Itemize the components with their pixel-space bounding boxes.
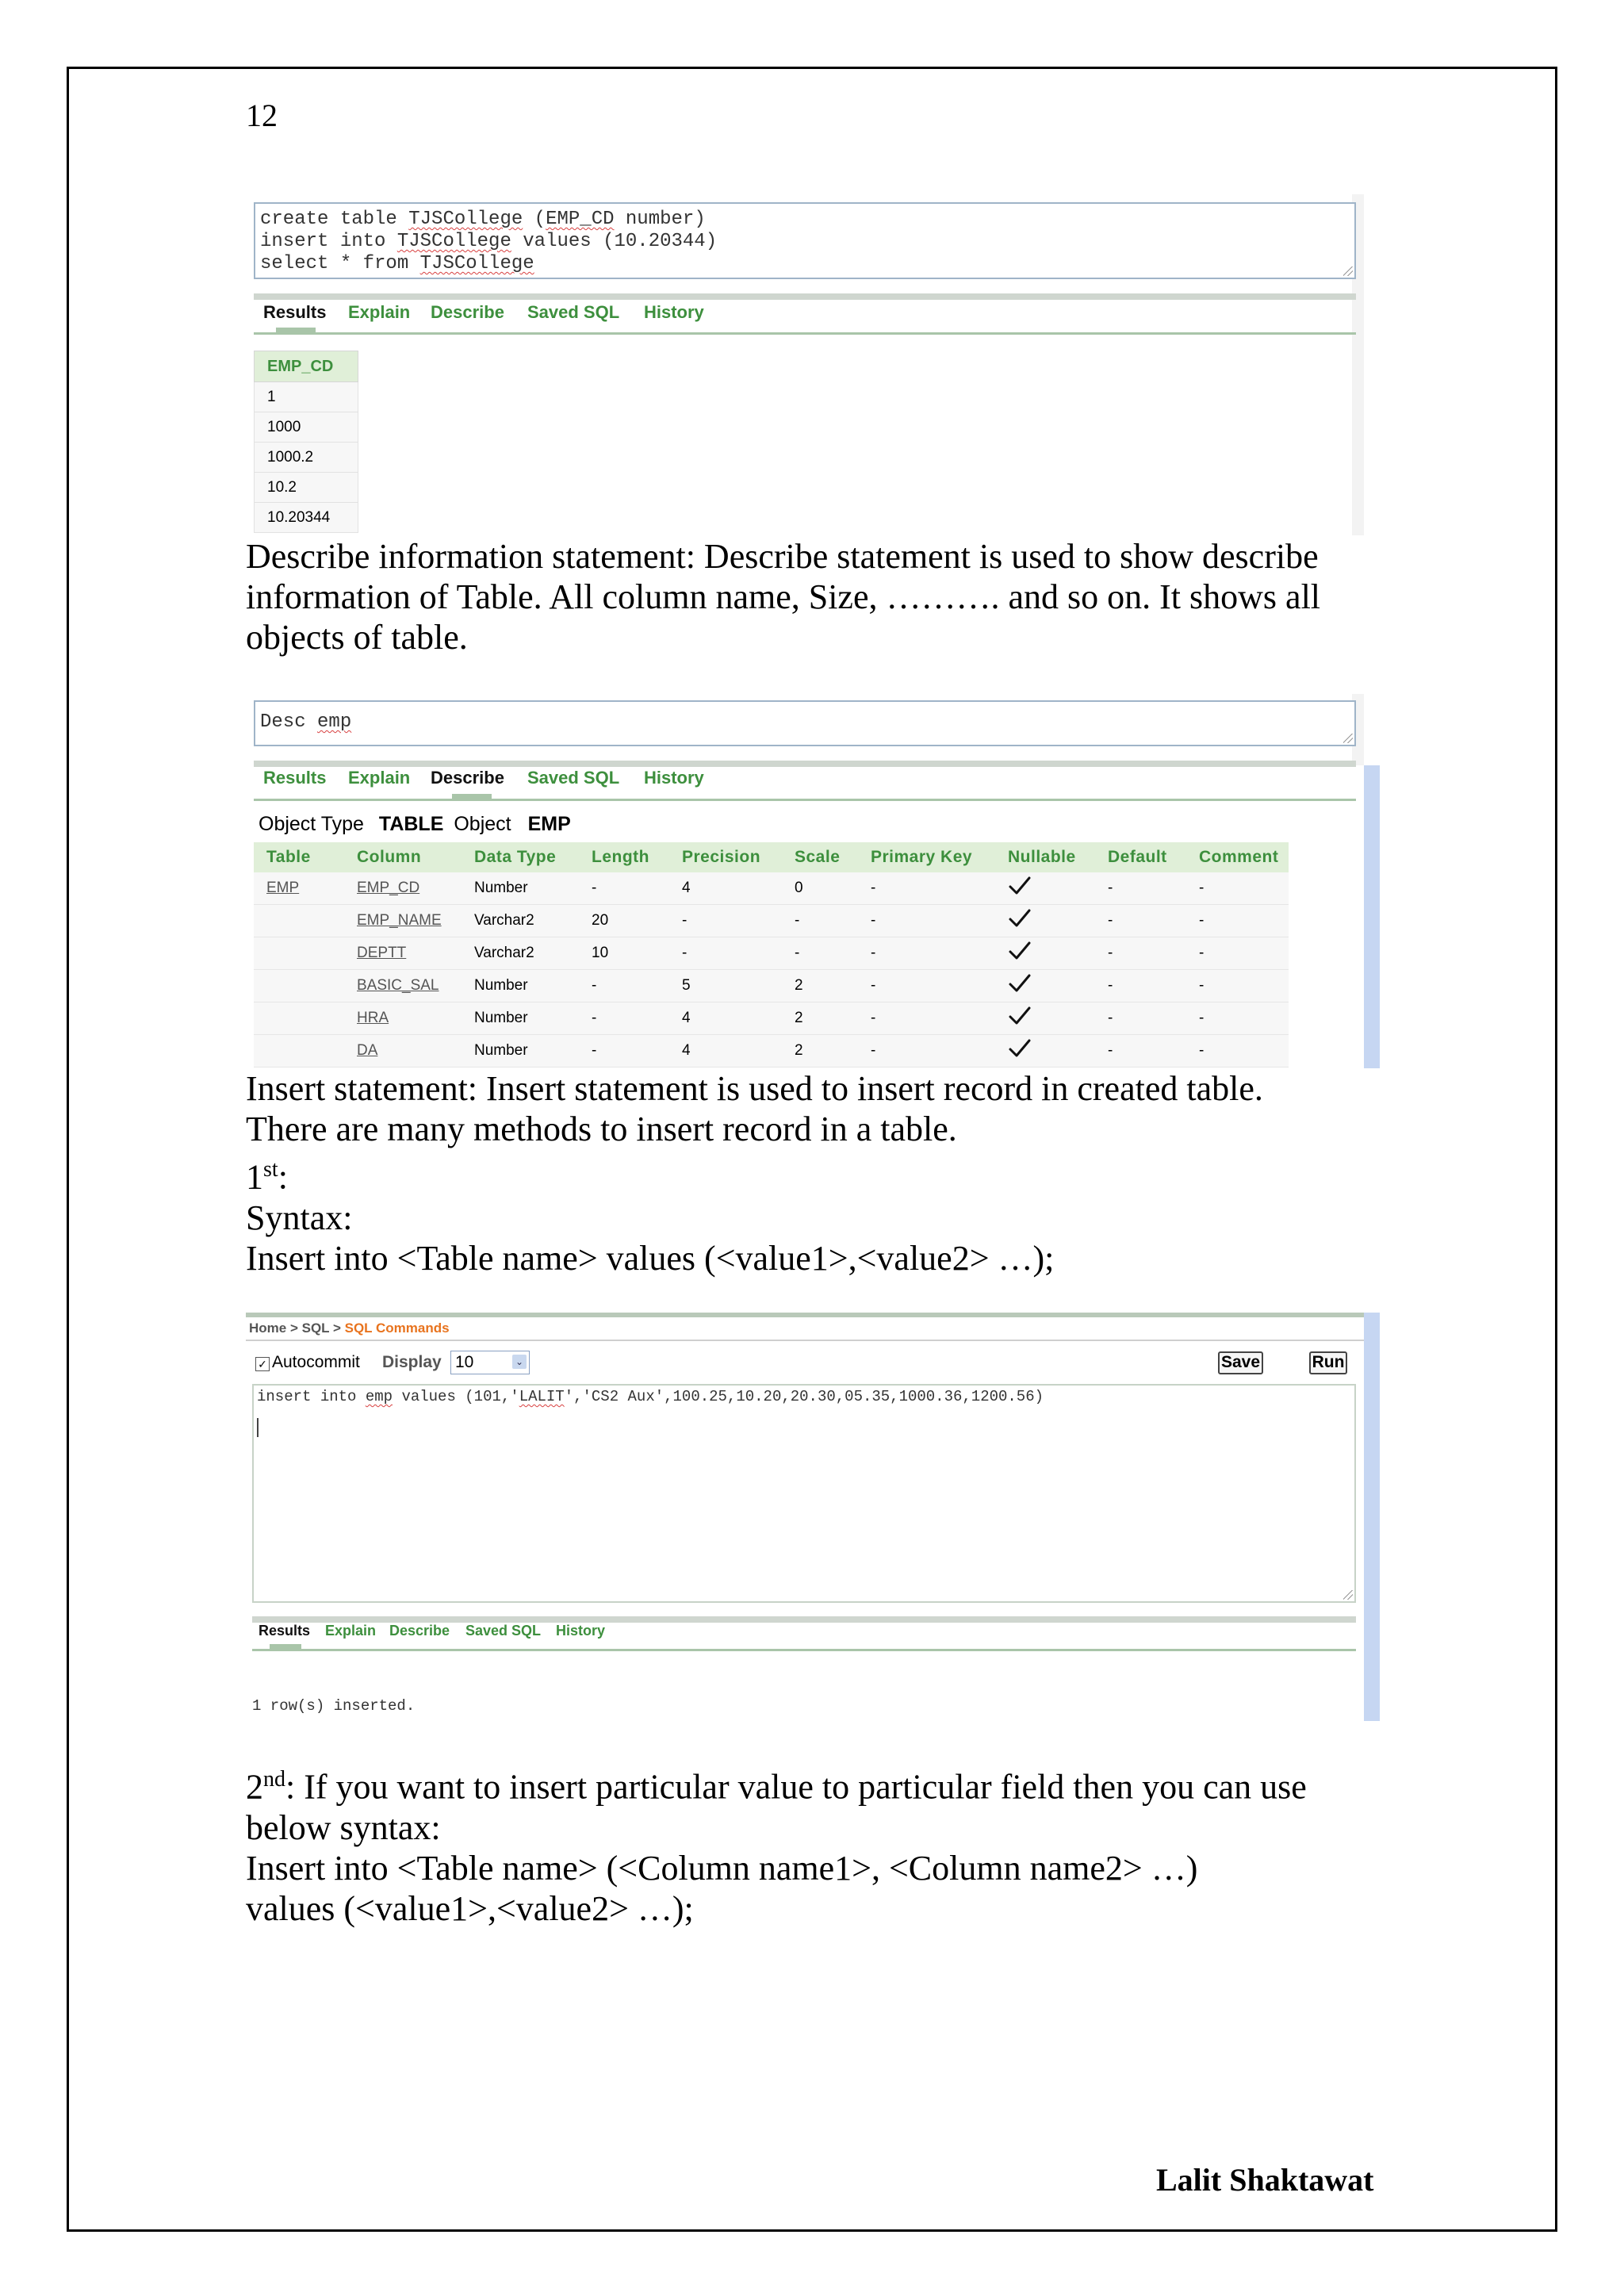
column-link[interactable]: DEPTT — [344, 937, 462, 970]
autocommit-checkbox[interactable]: ✓ — [255, 1357, 270, 1371]
cell: - — [669, 937, 782, 970]
page-number: 12 — [246, 98, 278, 133]
method-colon: : — [278, 1157, 288, 1197]
result-message: 1 row(s) inserted. — [252, 1697, 416, 1715]
table-link[interactable]: EMP — [254, 872, 344, 905]
cell: - — [1186, 970, 1289, 1002]
sql-1-col: EMP_CD — [546, 209, 615, 230]
cell: - — [579, 1002, 669, 1035]
tab-describe[interactable]: Describe — [389, 1623, 450, 1639]
screenshot-describe — [246, 694, 1380, 1068]
text-line: There are many methods to insert record in a table. — [246, 1110, 957, 1148]
tab-results[interactable]: Results — [259, 1623, 311, 1639]
display-value: 10 — [455, 1353, 474, 1371]
tab-explain[interactable]: Explain — [348, 768, 411, 788]
nullable-check-icon — [995, 970, 1095, 1002]
table-row — [254, 1035, 1289, 1068]
column-header: EMP_CD — [255, 351, 358, 382]
cell: - — [579, 1035, 669, 1068]
text-line: information of Table. All column name, Size, ………. and so on. It shows all — [246, 577, 1321, 616]
cell: 10 — [579, 937, 669, 970]
cell: - — [782, 937, 858, 970]
cell: - — [1095, 970, 1186, 1002]
sql-line-1: create table TJSCollege (EMP_CD number) — [260, 209, 706, 230]
tab-history[interactable]: History — [556, 1623, 606, 1639]
tab-explain[interactable]: Explain — [325, 1623, 377, 1639]
cell: 1000.2 — [255, 443, 358, 473]
cell: 2 — [782, 1035, 858, 1068]
cell: 2 — [782, 1002, 858, 1035]
cell: - — [858, 1035, 995, 1068]
cell: - — [1095, 872, 1186, 905]
resize-handle[interactable] — [1343, 734, 1353, 743]
cell: Number — [462, 872, 579, 905]
sql-line — [260, 711, 1350, 734]
cell: - — [858, 970, 995, 1002]
table-link[interactable] — [254, 1002, 344, 1035]
nullable-check-icon — [995, 1002, 1095, 1035]
tab-describe[interactable]: Describe — [431, 768, 504, 788]
cell: Number — [462, 1002, 579, 1035]
breadcrumb-home[interactable]: Home — [249, 1320, 287, 1336]
method-suffix: nd — [263, 1767, 285, 1792]
cell: - — [858, 1002, 995, 1035]
cell: - — [1186, 1035, 1289, 1068]
breadcrumb-sep: > — [286, 1320, 302, 1336]
table-row — [255, 473, 358, 503]
sql-text: insert into emp values (101,'LALIT','CS2 Aux',100.25,10.20,20.30,05.35,1000.36,1200.56) — [257, 1388, 1044, 1405]
cell: - — [858, 872, 995, 905]
object-info — [259, 813, 571, 836]
sql-2-table: TJSCollege — [396, 231, 511, 252]
breadcrumb — [249, 1320, 450, 1336]
screenshot-sql-commands — [246, 1313, 1380, 1721]
cell: 10.20344 — [255, 503, 358, 533]
column-header: Length — [579, 842, 669, 872]
cell: - — [1186, 1002, 1289, 1035]
column-header: Comment — [1186, 842, 1289, 872]
nullable-check-icon — [995, 872, 1095, 905]
autocommit-label: Autocommit — [272, 1353, 360, 1371]
table-row — [254, 872, 1289, 905]
text-line: Syntax: — [246, 1198, 353, 1237]
sql-text: Desc emp — [260, 711, 352, 733]
cell: 1 — [255, 382, 358, 412]
describe-paragraph — [246, 536, 1320, 657]
text-line: objects of table. — [246, 618, 468, 657]
column-link[interactable]: EMP_CD — [344, 872, 462, 905]
tab-history[interactable]: History — [644, 302, 704, 322]
cell: 4 — [669, 1002, 782, 1035]
tab-history[interactable]: History — [644, 768, 704, 788]
display-label: Display — [382, 1353, 442, 1371]
syntax-line: Insert into <Table name> values (<value1>,<value2> …); — [246, 1238, 1055, 1278]
table-link[interactable] — [254, 970, 344, 1002]
describe-header-row — [254, 842, 1289, 872]
breadcrumb-sep: > — [329, 1320, 345, 1336]
tab-strip — [254, 761, 1356, 767]
cell: - — [858, 905, 995, 937]
cell: - — [579, 970, 669, 1002]
method-suffix: st — [263, 1157, 278, 1182]
cell: - — [782, 905, 858, 937]
object-value: EMP — [527, 813, 571, 835]
column-header: Nullable — [995, 842, 1095, 872]
tab-describe[interactable]: Describe — [431, 302, 504, 322]
cell: Varchar2 — [462, 905, 579, 937]
text-rest: : If you want to insert particular value to particular field then you can use — [285, 1767, 1307, 1807]
column-link[interactable]: HRA — [344, 1002, 462, 1035]
scroll-bar[interactable] — [1364, 765, 1380, 1068]
save-button[interactable]: Save — [1218, 1351, 1263, 1374]
tab-strip — [252, 1616, 1356, 1623]
text-line — [246, 1759, 1307, 1807]
tab-strip — [254, 293, 1356, 300]
sql-editor[interactable] — [254, 700, 1356, 746]
table-link[interactable] — [254, 905, 344, 937]
tab-underline — [254, 332, 1356, 335]
insert-paragraph — [246, 1068, 1263, 1278]
tab-explain[interactable]: Explain — [348, 302, 411, 322]
resize-handle[interactable] — [1343, 266, 1353, 276]
text-line: Insert statement: Insert statement is used to insert record in created table. — [246, 1069, 1263, 1108]
cell: - — [669, 905, 782, 937]
column-header: Scale — [782, 842, 858, 872]
tab-saved-sql[interactable]: Saved SQL — [527, 768, 620, 788]
cell: Number — [462, 1035, 579, 1068]
cell: 10.2 — [255, 473, 358, 503]
chevron-down-icon: ⌄ — [512, 1355, 527, 1369]
tab-underline — [254, 799, 1356, 801]
tab-results[interactable]: Results — [263, 302, 327, 322]
cell: 4 — [669, 1035, 782, 1068]
column-header: Column — [344, 842, 462, 872]
scroll-bar[interactable] — [1364, 1313, 1380, 1721]
method-heading — [246, 1149, 1263, 1198]
cell: 2 — [782, 970, 858, 1002]
run-button[interactable]: Run — [1309, 1351, 1347, 1374]
breadcrumb-current: SQL Commands — [344, 1320, 450, 1336]
table-row — [255, 443, 358, 473]
second-method-paragraph — [246, 1759, 1307, 1929]
tab-saved-sql[interactable]: Saved SQL — [527, 302, 620, 322]
table-row — [255, 503, 358, 533]
method-number: 1 — [246, 1157, 263, 1197]
table-link[interactable] — [254, 1035, 344, 1068]
display-select[interactable] — [450, 1351, 530, 1374]
syntax-line: values (<value1>,<value2> …); — [246, 1888, 694, 1928]
sql-line-3: select * from TJSCollege — [260, 253, 534, 274]
column-header: Precision — [669, 842, 782, 872]
cell: - — [1186, 905, 1289, 937]
cell: 5 — [669, 970, 782, 1002]
object-label: Object — [454, 813, 511, 835]
breadcrumb-sql[interactable]: SQL — [301, 1320, 330, 1336]
text-line: below syntax: — [246, 1807, 441, 1847]
column-header: Data Type — [462, 842, 579, 872]
cell: - — [1095, 1002, 1186, 1035]
cell: - — [858, 937, 995, 970]
cell: - — [1186, 872, 1289, 905]
tab-saved-sql[interactable]: Saved SQL — [465, 1623, 542, 1639]
table-link[interactable] — [254, 937, 344, 970]
cell: Varchar2 — [462, 937, 579, 970]
cell: 4 — [669, 872, 782, 905]
sql-3-table: TJSCollege — [419, 253, 534, 274]
table-row — [255, 382, 358, 412]
table-row — [254, 937, 1289, 970]
cell: - — [1095, 937, 1186, 970]
nullable-check-icon — [995, 905, 1095, 937]
table-row — [254, 1002, 1289, 1035]
resize-handle[interactable] — [1343, 1590, 1353, 1600]
cell: 20 — [579, 905, 669, 937]
nullable-check-icon — [995, 1035, 1095, 1068]
object-type-label: Object Type — [259, 813, 364, 835]
describe-table — [254, 842, 1289, 1068]
sql-line-2: insert into TJSCollege values (10.20344) — [260, 231, 718, 252]
cell: - — [579, 872, 669, 905]
results-table — [254, 351, 358, 533]
sql-1-table: TJSCollege — [408, 209, 523, 230]
cell: Number — [462, 970, 579, 1002]
nullable-check-icon — [995, 937, 1095, 970]
table-row — [254, 905, 1289, 937]
text-line: Describe information statement: Describe statement is used to show describe — [246, 537, 1319, 576]
column-header: Default — [1095, 842, 1186, 872]
screenshot-create-table — [246, 194, 1364, 535]
column-header: Primary Key — [858, 842, 995, 872]
sql-editor[interactable] — [252, 1384, 1356, 1603]
sql-editor[interactable] — [254, 202, 1356, 279]
column-header: Table — [254, 842, 344, 872]
column-link[interactable]: DA — [344, 1035, 462, 1068]
table-row — [254, 970, 1289, 1002]
object-type-value: TABLE — [378, 813, 444, 835]
cell: 0 — [782, 872, 858, 905]
method-number: 2 — [246, 1767, 263, 1807]
breadcrumb-divider — [246, 1340, 1364, 1341]
syntax-line: Insert into <Table name> (<Column name1>, <Column name2> …) — [246, 1848, 1198, 1888]
cell: - — [1186, 937, 1289, 970]
cell: - — [1095, 905, 1186, 937]
column-link[interactable]: EMP_NAME — [344, 905, 462, 937]
author-footer: Lalit Shaktawat — [1156, 2162, 1374, 2198]
column-link[interactable]: BASIC_SAL — [344, 970, 462, 1002]
table-row — [255, 412, 358, 443]
tab-results[interactable]: Results — [263, 768, 327, 788]
header-bar — [246, 1313, 1364, 1317]
text-cursor — [257, 1418, 259, 1437]
tab-underline — [252, 1649, 1356, 1651]
cell: 1000 — [255, 412, 358, 443]
cell: - — [1095, 1035, 1186, 1068]
